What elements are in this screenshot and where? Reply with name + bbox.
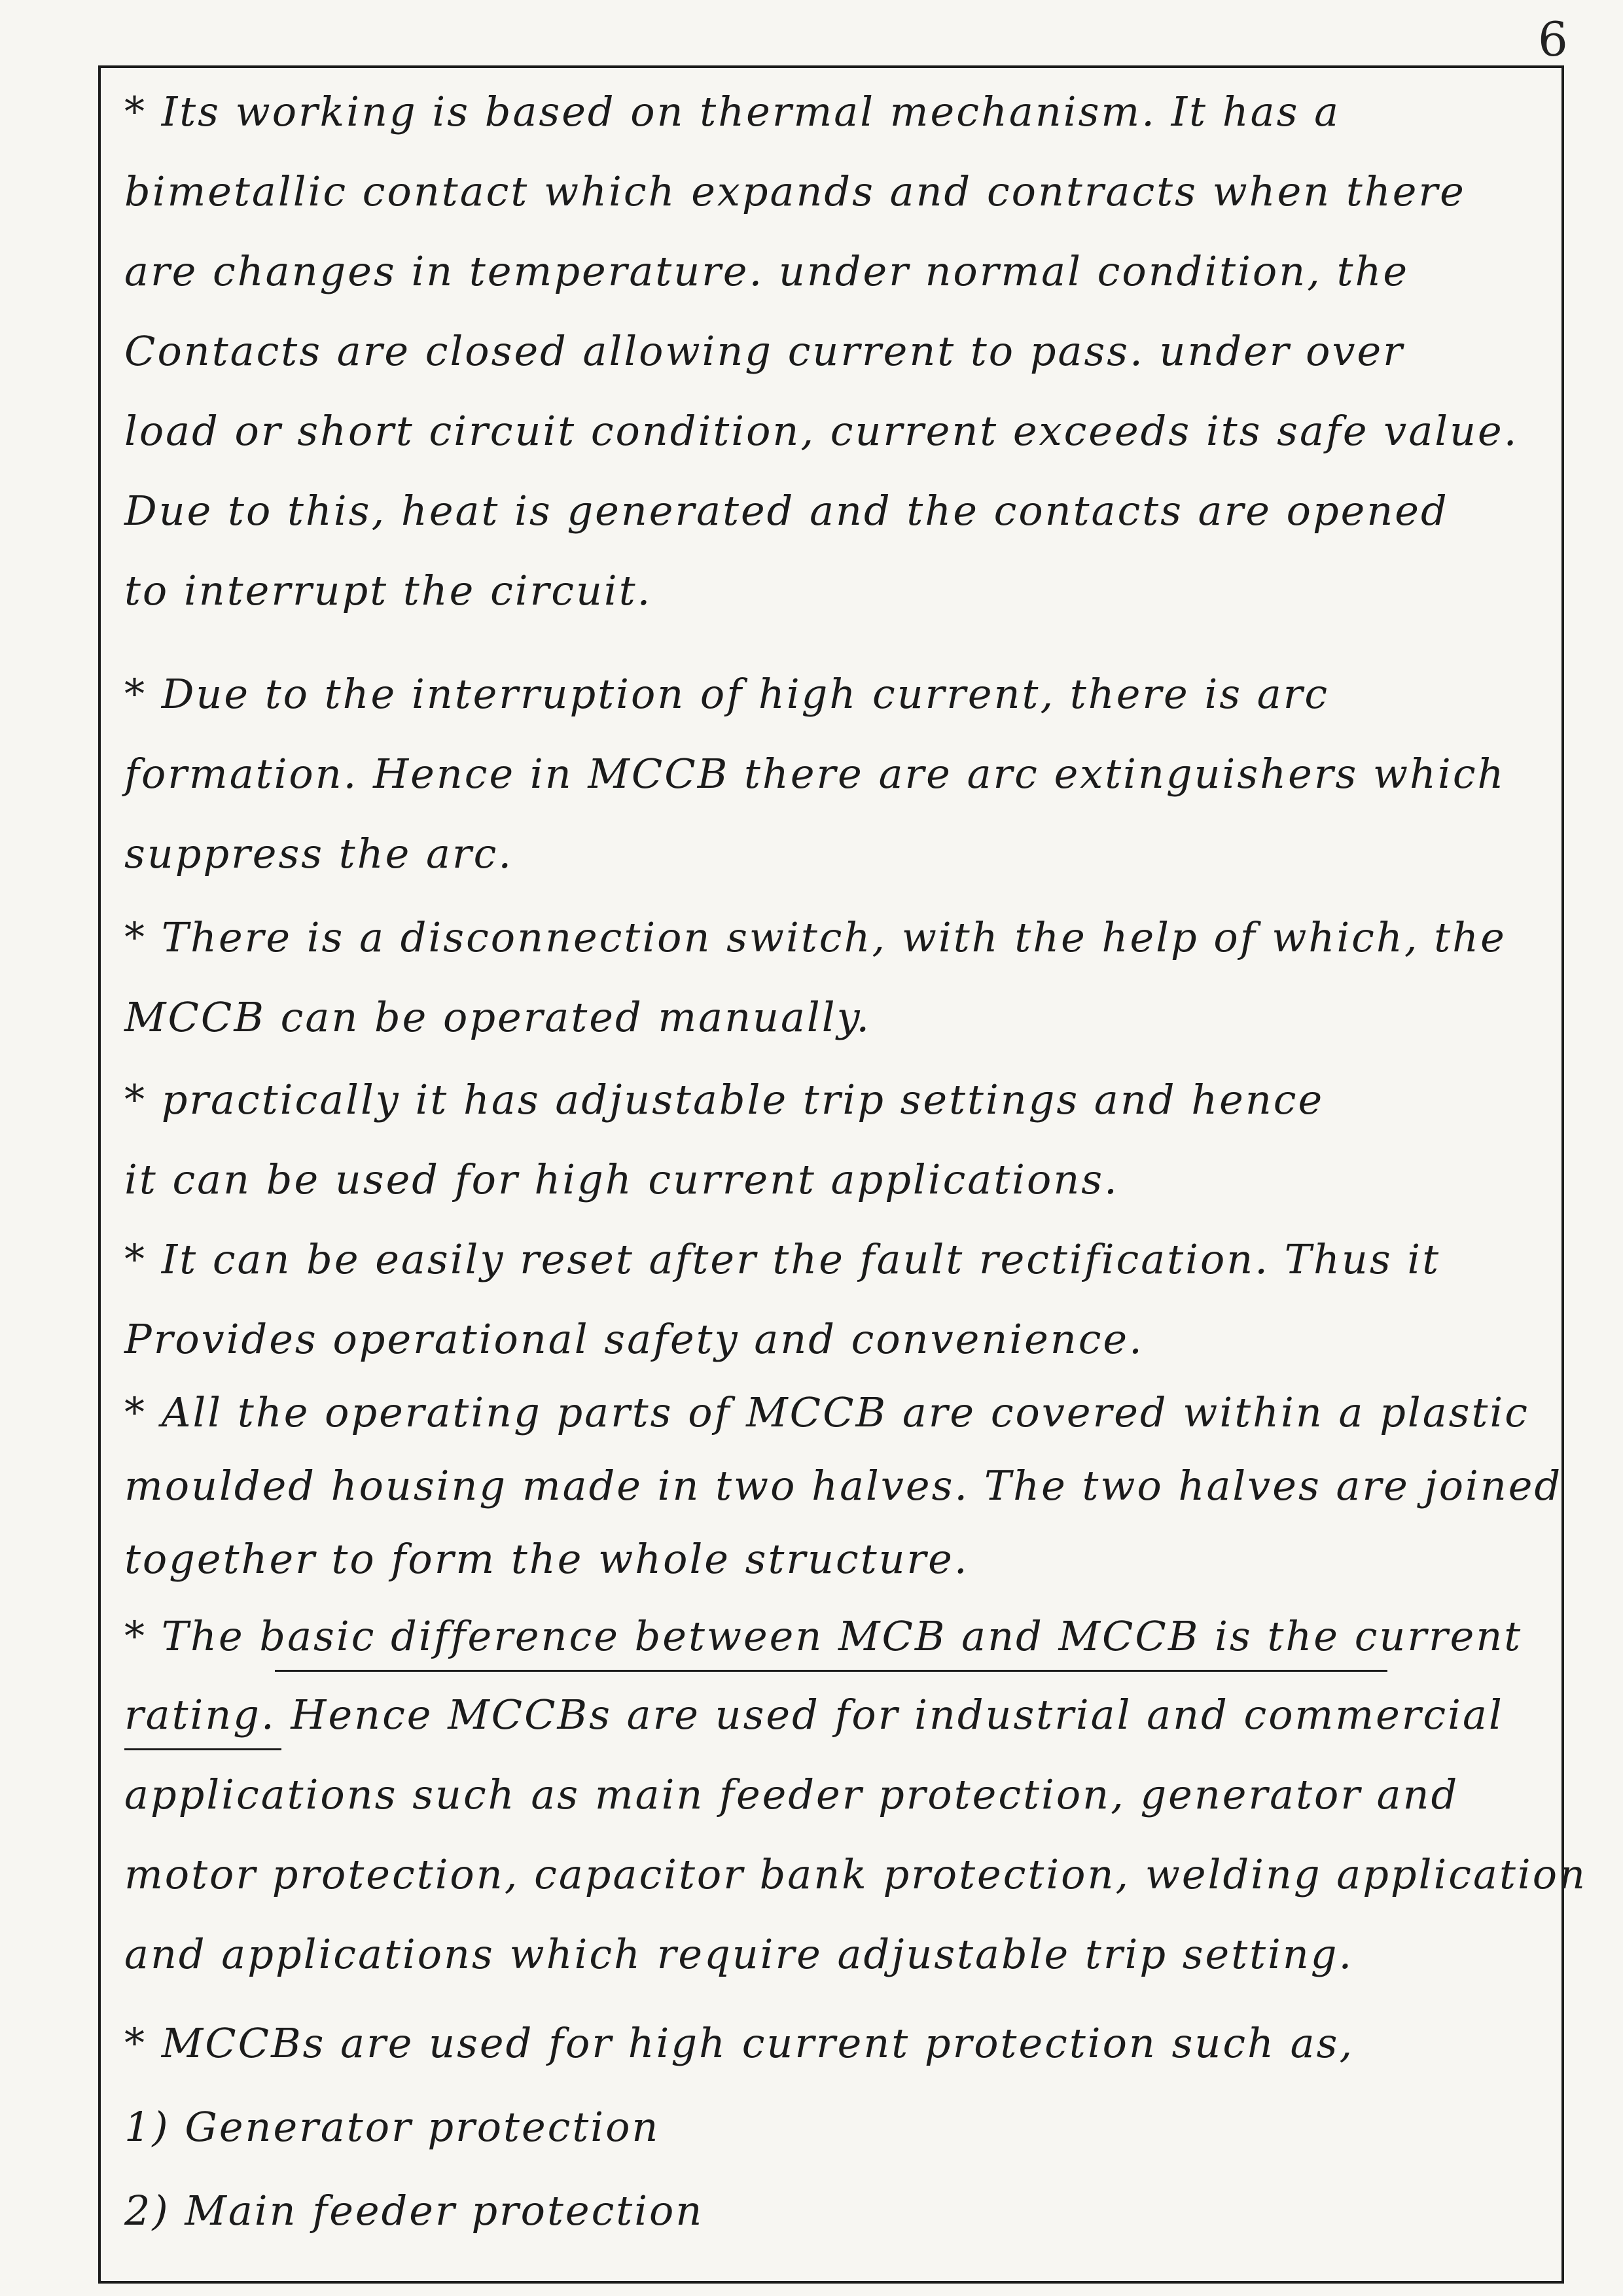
text-line-11: * There is a disconnection switch, with the help of which, the: [124, 913, 1507, 961]
text-line-16: Provides operational safety and convenience.: [124, 1315, 1144, 1363]
text-line-6: Due to this, heat is generated and the contacts are opened: [124, 487, 1449, 535]
text-line-13: * practically it has adjustable trip settings and hence: [124, 1076, 1325, 1123]
text-line-22: applications such as main feeder protection, generator and: [124, 1771, 1459, 1818]
text-line-4: Contacts are closed allowing current to pass. under over: [124, 327, 1404, 375]
text-line-20: * The basic difference between MCB and MCCB is the current: [124, 1612, 1523, 1660]
text-line-21: rating. Hence MCCBs are used for industrial and commercial: [124, 1691, 1504, 1739]
text-line-2: bimetallic contact which expands and contracts when there: [124, 168, 1466, 215]
underline-rating: [124, 1748, 281, 1750]
underline-basic-difference: [275, 1670, 1387, 1672]
text-line-25: * MCCBs are used for high current protection such as,: [124, 2019, 1355, 2067]
text-line-1: * Its working is based on thermal mechanism. It has a: [124, 88, 1341, 135]
text-line-27: 2) Main feeder protection: [124, 2187, 704, 2234]
text-line-8: * Due to the interruption of high current, there is arc: [124, 670, 1330, 718]
text-line-19: together to form the whole structure.: [124, 1535, 969, 1583]
text-line-10: suppress the arc.: [124, 830, 514, 877]
text-line-9: formation. Hence in MCCB there are arc extinguishers which: [124, 750, 1506, 798]
text-line-12: MCCB can be operated manually.: [124, 993, 872, 1041]
text-line-14: it can be used for high current applications.: [124, 1156, 1119, 1203]
text-line-17: * All the operating parts of MCCB are covered within a plastic: [124, 1388, 1529, 1436]
text-line-3: are changes in temperature. under normal condition, the: [124, 247, 1410, 295]
text-line-18: moulded housing made in two halves. The two halves are joined: [124, 1462, 1563, 1510]
text-line-5: load or short circuit condition, current exceeds its safe value.: [124, 407, 1519, 455]
page-number-mark: 6: [1538, 12, 1568, 67]
text-line-23: motor protection, capacitor bank protection, welding application: [124, 1850, 1587, 1898]
text-line-15: * It can be easily reset after the fault rectification. Thus it: [124, 1235, 1441, 1283]
text-line-24: and applications which require adjustable trip setting.: [124, 1930, 1354, 1978]
text-line-7: to interrupt the circuit.: [124, 567, 652, 614]
text-line-26: 1) Generator protection: [124, 2103, 660, 2151]
